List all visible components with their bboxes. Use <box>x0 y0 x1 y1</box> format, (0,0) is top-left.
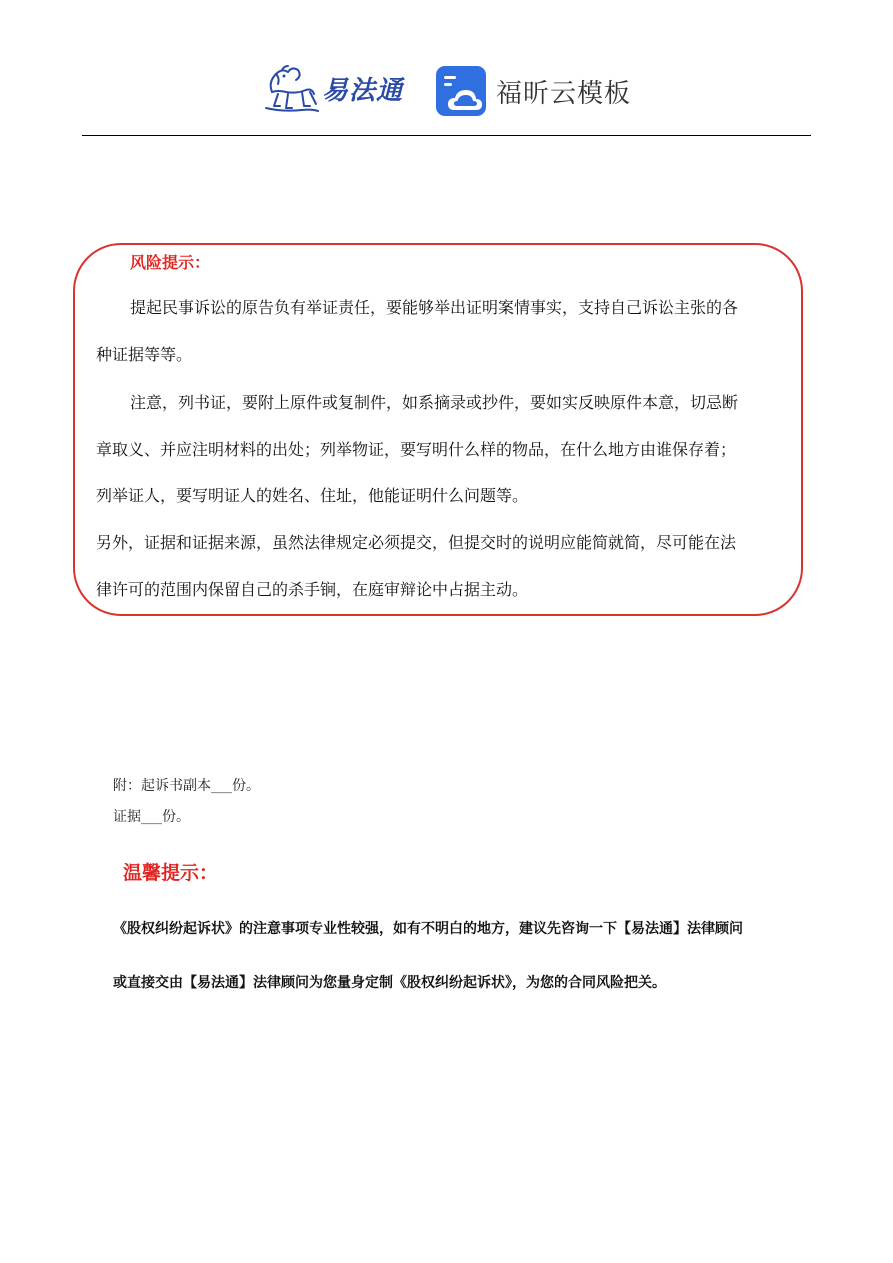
fuxin-logo <box>436 66 631 116</box>
risk-line: 律许可的范围内保留自己的杀手锏，在庭审辩论中占据主动。 <box>96 580 529 599</box>
page-header <box>0 0 893 140</box>
risk-line: 提起民事诉讼的原告负有举证责任，要能够举出证明案情事实，支持自己诉讼主张的各 <box>130 298 739 317</box>
risk-line: 章取义、并应注明材料的出处；列举物证，要写明什么样的物品，在什么地方由谁保存着； <box>96 440 737 459</box>
warm-tip-title: 温馨提示： <box>123 862 219 884</box>
yifatong-brand-name: 易法通 <box>322 75 404 106</box>
attachment-copies-line: 附：起诉书副本___份。 <box>113 778 260 794</box>
risk-line: 另外，证据和证据来源，虽然法律规定必须提交，但提交时的说明应能简就简，尽可能在法 <box>96 533 737 552</box>
warm-tip-line: 或直接交由【易法通】法律顾问为您量身定制《股权纠纷起诉状》，为您的合同风险把关。 <box>113 975 666 991</box>
cloud-document-icon <box>436 66 486 116</box>
warm-tip-line: 《股权纠纷起诉状》的注意事项专业性较强，如有不明白的地方，建议先咨询一下【易法通】法律顾问 <box>113 921 743 937</box>
header-divider <box>82 135 811 136</box>
risk-line: 种证据等等。 <box>96 345 193 364</box>
risk-line: 注意，列书证，要附上原件或复制件，如系摘录或抄件，要如实反映原件本意，切忌断 <box>130 393 739 412</box>
yifatong-logo <box>262 62 403 114</box>
risk-line: 列举证人，要写明证人的姓名、住址，他能证明什么问题等。 <box>96 486 529 505</box>
risk-notice-title: 风险提示： <box>130 253 211 272</box>
lion-logo-icon <box>262 62 320 114</box>
fuxin-brand-name: 福昕云模板 <box>496 78 632 109</box>
attachment-evidence-line: 证据___份。 <box>113 809 190 825</box>
